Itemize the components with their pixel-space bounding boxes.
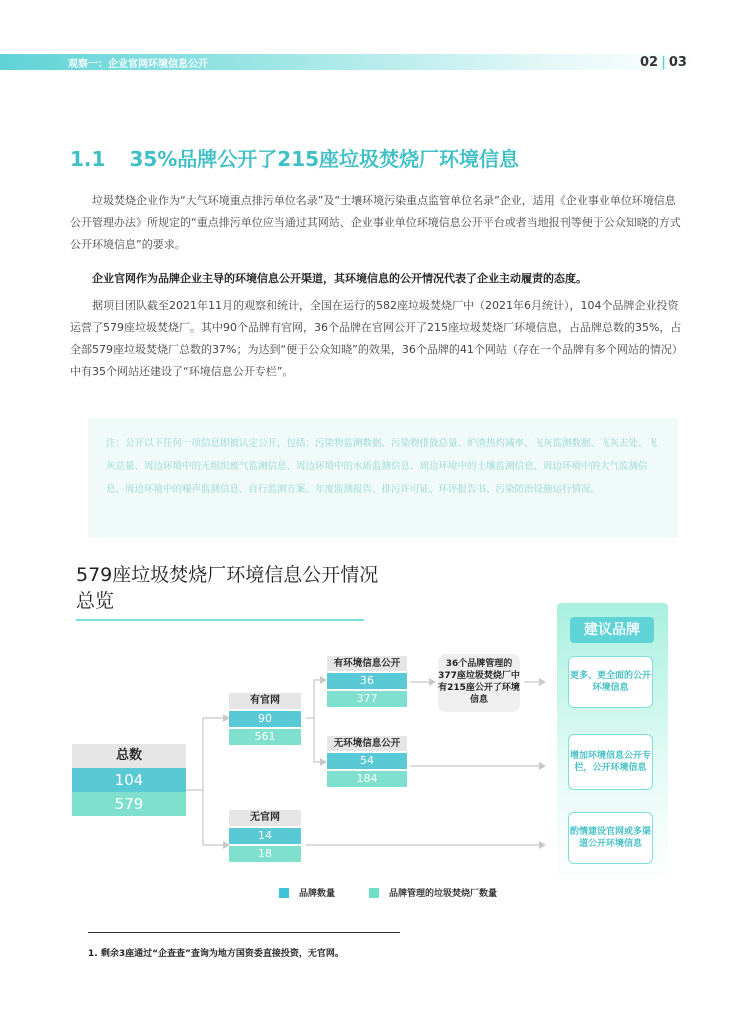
- arrowhead-suggest-1: [539, 678, 546, 686]
- total-brands-value: 104: [72, 768, 186, 792]
- total-plants-value: 579: [72, 792, 186, 816]
- paragraph-regulation: 垃圾焚烧企业作为“大气环境重点排污单位名录”及“土壤环境污染重点监管单位名录”企业，适用《企业事业单位环境信息公开管理办法》所规定的“重点排污单位应当通过其网站、企业事业单位环境信息公开平台或者当地报刊等便于公众知晓的方式公开环境信息”的要求。: [70, 194, 681, 251]
- page-left-number: 02: [640, 55, 659, 70]
- disclosed-label: 有环境信息公开: [327, 656, 407, 671]
- connector-total-to-has-site: [186, 718, 226, 790]
- paragraph-statistics: 据项目团队截至2021年11月的观察和统计，全国在运行的582座垃圾焚烧厂中（2021年6月统计），104个品牌企业投资运营了579座垃圾焚烧厂。其中90个品牌有官网，36个品牌在官网公开了215座垃圾焚烧厂环境信息，占品牌总数的35%，占全部579座垃圾焚烧厂总数的37%；为达到“便于公众知晓”的效果，36个品牌的41个网站（存在一个品牌有多个网站的情况）中有35个网站还建设了“环境信息公开专栏”。: [70, 299, 682, 378]
- arrowhead-disclosed: [320, 676, 327, 684]
- legend-plants-swatch: [369, 888, 379, 898]
- paragraph-key-point: 企业官网作为品牌企业主导的环境信息公开渠道，其环境信息的公开情况代表了企业主动履责的态度。: [92, 272, 587, 285]
- section-heading: 35%品牌公开了215座垃圾焚烧厂环境信息: [129, 147, 520, 171]
- header-section-label: 观察一：企业官网环境信息公开: [68, 59, 208, 70]
- note-text: 注：公开以下任何一项信息即被认定公开，包括：污染物监测数据、污染物排放总量、炉渣热灼减率、飞灰监测数据、飞灰去处、飞灰总量、周边环境中的无组织废气监测信息、周边环境中的水质监测信息、周边环境中的土壤监测信息、周边环境中的大气监测信息、周边环境中的噪声监测信息、自行监测方案、年度监测报告、排污许可证、环评报告书、污染防治设施运行情况。: [106, 438, 658, 495]
- footnote: 1. 剩余3座通过“企查查”查询为地方国资委直接投资，无官网。: [88, 949, 344, 959]
- disclosure-summary-bubble: 36个品牌管理的377座垃圾焚烧厂中有215座公开了环境信息: [438, 654, 520, 712]
- no-site-plants-value: 18: [229, 846, 301, 862]
- no-site-label: 无官网: [229, 810, 301, 826]
- arrowhead-suggest-3: [539, 841, 546, 849]
- figure-title: 579座垃圾焚烧厂环境信息公开情况总览: [76, 564, 379, 612]
- legend-brands: [279, 886, 335, 899]
- not-disclosed-brands-value: 54: [327, 753, 407, 769]
- page-separator: |: [661, 55, 666, 70]
- has-site-plants-value: 561: [229, 729, 301, 745]
- has-site-label: 有官网: [229, 693, 301, 709]
- not-disclosed-label: 无环境信息公开: [327, 736, 407, 751]
- arrowhead-bubble: [429, 678, 436, 686]
- arrowhead-suggest-2: [539, 762, 546, 770]
- suggestion-item-2: 增加环境信息公开专栏，公开环境信息: [568, 734, 653, 790]
- footnote-divider: [88, 932, 400, 933]
- legend-plants-label: 品牌管理的垃圾焚烧厂数量: [389, 889, 498, 899]
- connector-total-to-no-site: [203, 790, 226, 845]
- legend-brands-label: 品牌数量: [299, 889, 336, 899]
- no-site-brands-value: 14: [229, 828, 301, 844]
- suggestion-item-1: 更多、更全面的公开环境信息: [568, 656, 653, 708]
- connector-has-site-to-disclosed: [306, 680, 324, 718]
- connector-has-site-to-not-disclosed: [314, 718, 324, 762]
- page-right-number: 03: [668, 55, 687, 70]
- disclosed-brands-value: 36: [327, 673, 407, 689]
- legend-brands-swatch: [279, 888, 289, 898]
- suggestion-title: 建议品牌: [570, 617, 654, 643]
- disclosed-plants-value: 377: [327, 691, 407, 707]
- legend-plants: [369, 886, 497, 899]
- has-site-brands-value: 90: [229, 711, 301, 727]
- suggestion-item-3: 酌情建设官网或多渠道公开环境信息: [568, 812, 653, 864]
- total-label: 总数: [72, 744, 186, 768]
- section-number: 1.1: [70, 147, 106, 171]
- arrowhead-not-disclosed: [320, 758, 327, 766]
- not-disclosed-plants-value: 184: [327, 771, 407, 787]
